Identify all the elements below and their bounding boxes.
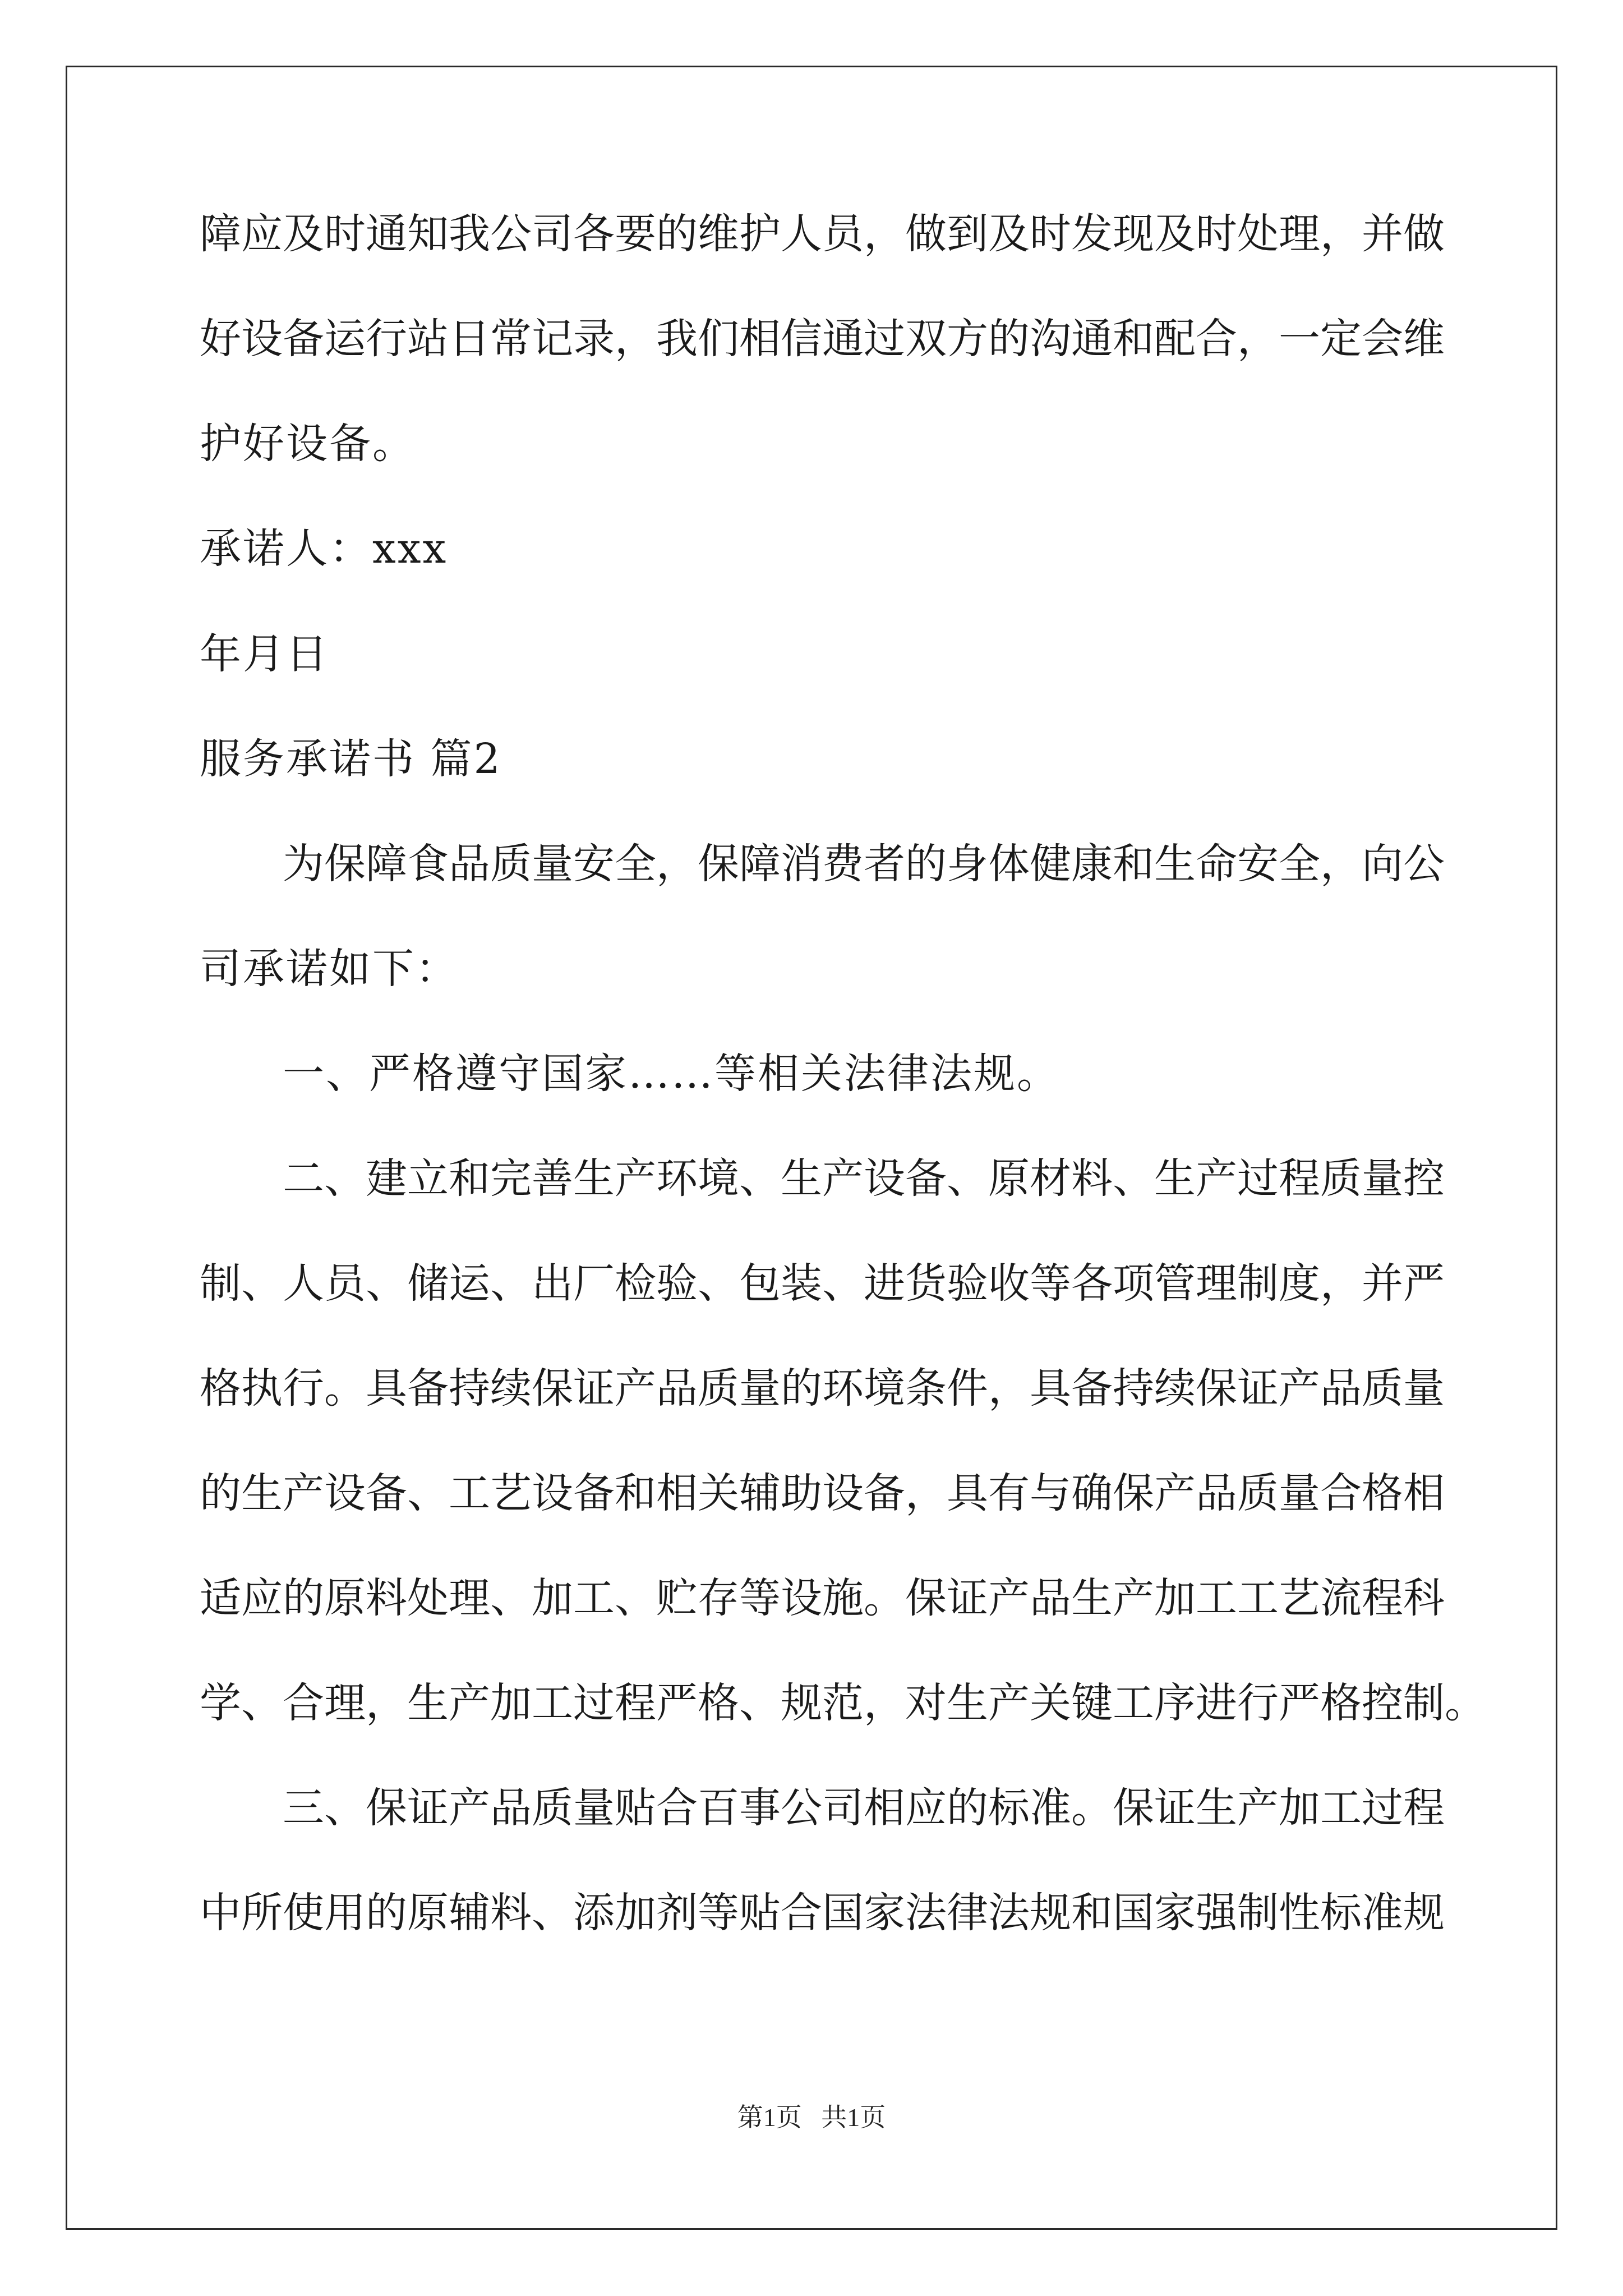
page-footer: 第1页 共1页 xyxy=(737,2103,886,2132)
paragraph-line: 格执行。具备持续保证产品质量的环境条件，具备持续保证产品质量 xyxy=(200,1364,1445,1412)
paragraph-line: 适应的原料处理、加工、贮存等设施。保证产品生产加工工艺流程科 xyxy=(200,1574,1445,1622)
paragraph-line: 一、严格遵守国家……等相关法律法规。 xyxy=(283,1050,1060,1098)
paragraph-line: 三、保证产品质量贴合百事公司相应的标准。保证生产加工过程 xyxy=(283,1784,1445,1832)
paragraph-line: 的生产设备、工艺设备和相关辅助设备，具有与确保产品质量合格相 xyxy=(200,1469,1445,1517)
paragraph-line: 司承诺如下： xyxy=(200,945,459,993)
date-line: 年月日 xyxy=(200,630,329,678)
signatory-line: 承诺人：xxx xyxy=(200,524,448,573)
paragraph-line: 学、合理，生产加工过程严格、规范，对生产关键工序进行严格控制。 xyxy=(200,1679,1486,1727)
paragraph-line: 中所使用的原辅料、添加剂等贴合国家法律法规和国家强制性标准规 xyxy=(200,1889,1445,1937)
paragraph-line: 制、人员、储运、出厂检验、包装、进货验收等各项管理制度，并严 xyxy=(200,1259,1445,1308)
paragraph-line: 障应及时通知我公司各要的维护人员，做到及时发现及时处理，并做 xyxy=(200,210,1445,258)
paragraph-line: 好设备运行站日常记录，我们相信通过双方的沟通和配合，一定会维 xyxy=(200,315,1445,363)
paragraph-line: 为保障食品质量安全，保障消费者的身体健康和生命安全，向公 xyxy=(283,840,1445,888)
section-heading: 服务承诺书 篇2 xyxy=(200,735,502,783)
paragraph-line: 二、建立和完善生产环境、生产设备、原材料、生产过程质量控 xyxy=(283,1154,1445,1203)
paragraph-line: 护好设备。 xyxy=(200,420,416,468)
